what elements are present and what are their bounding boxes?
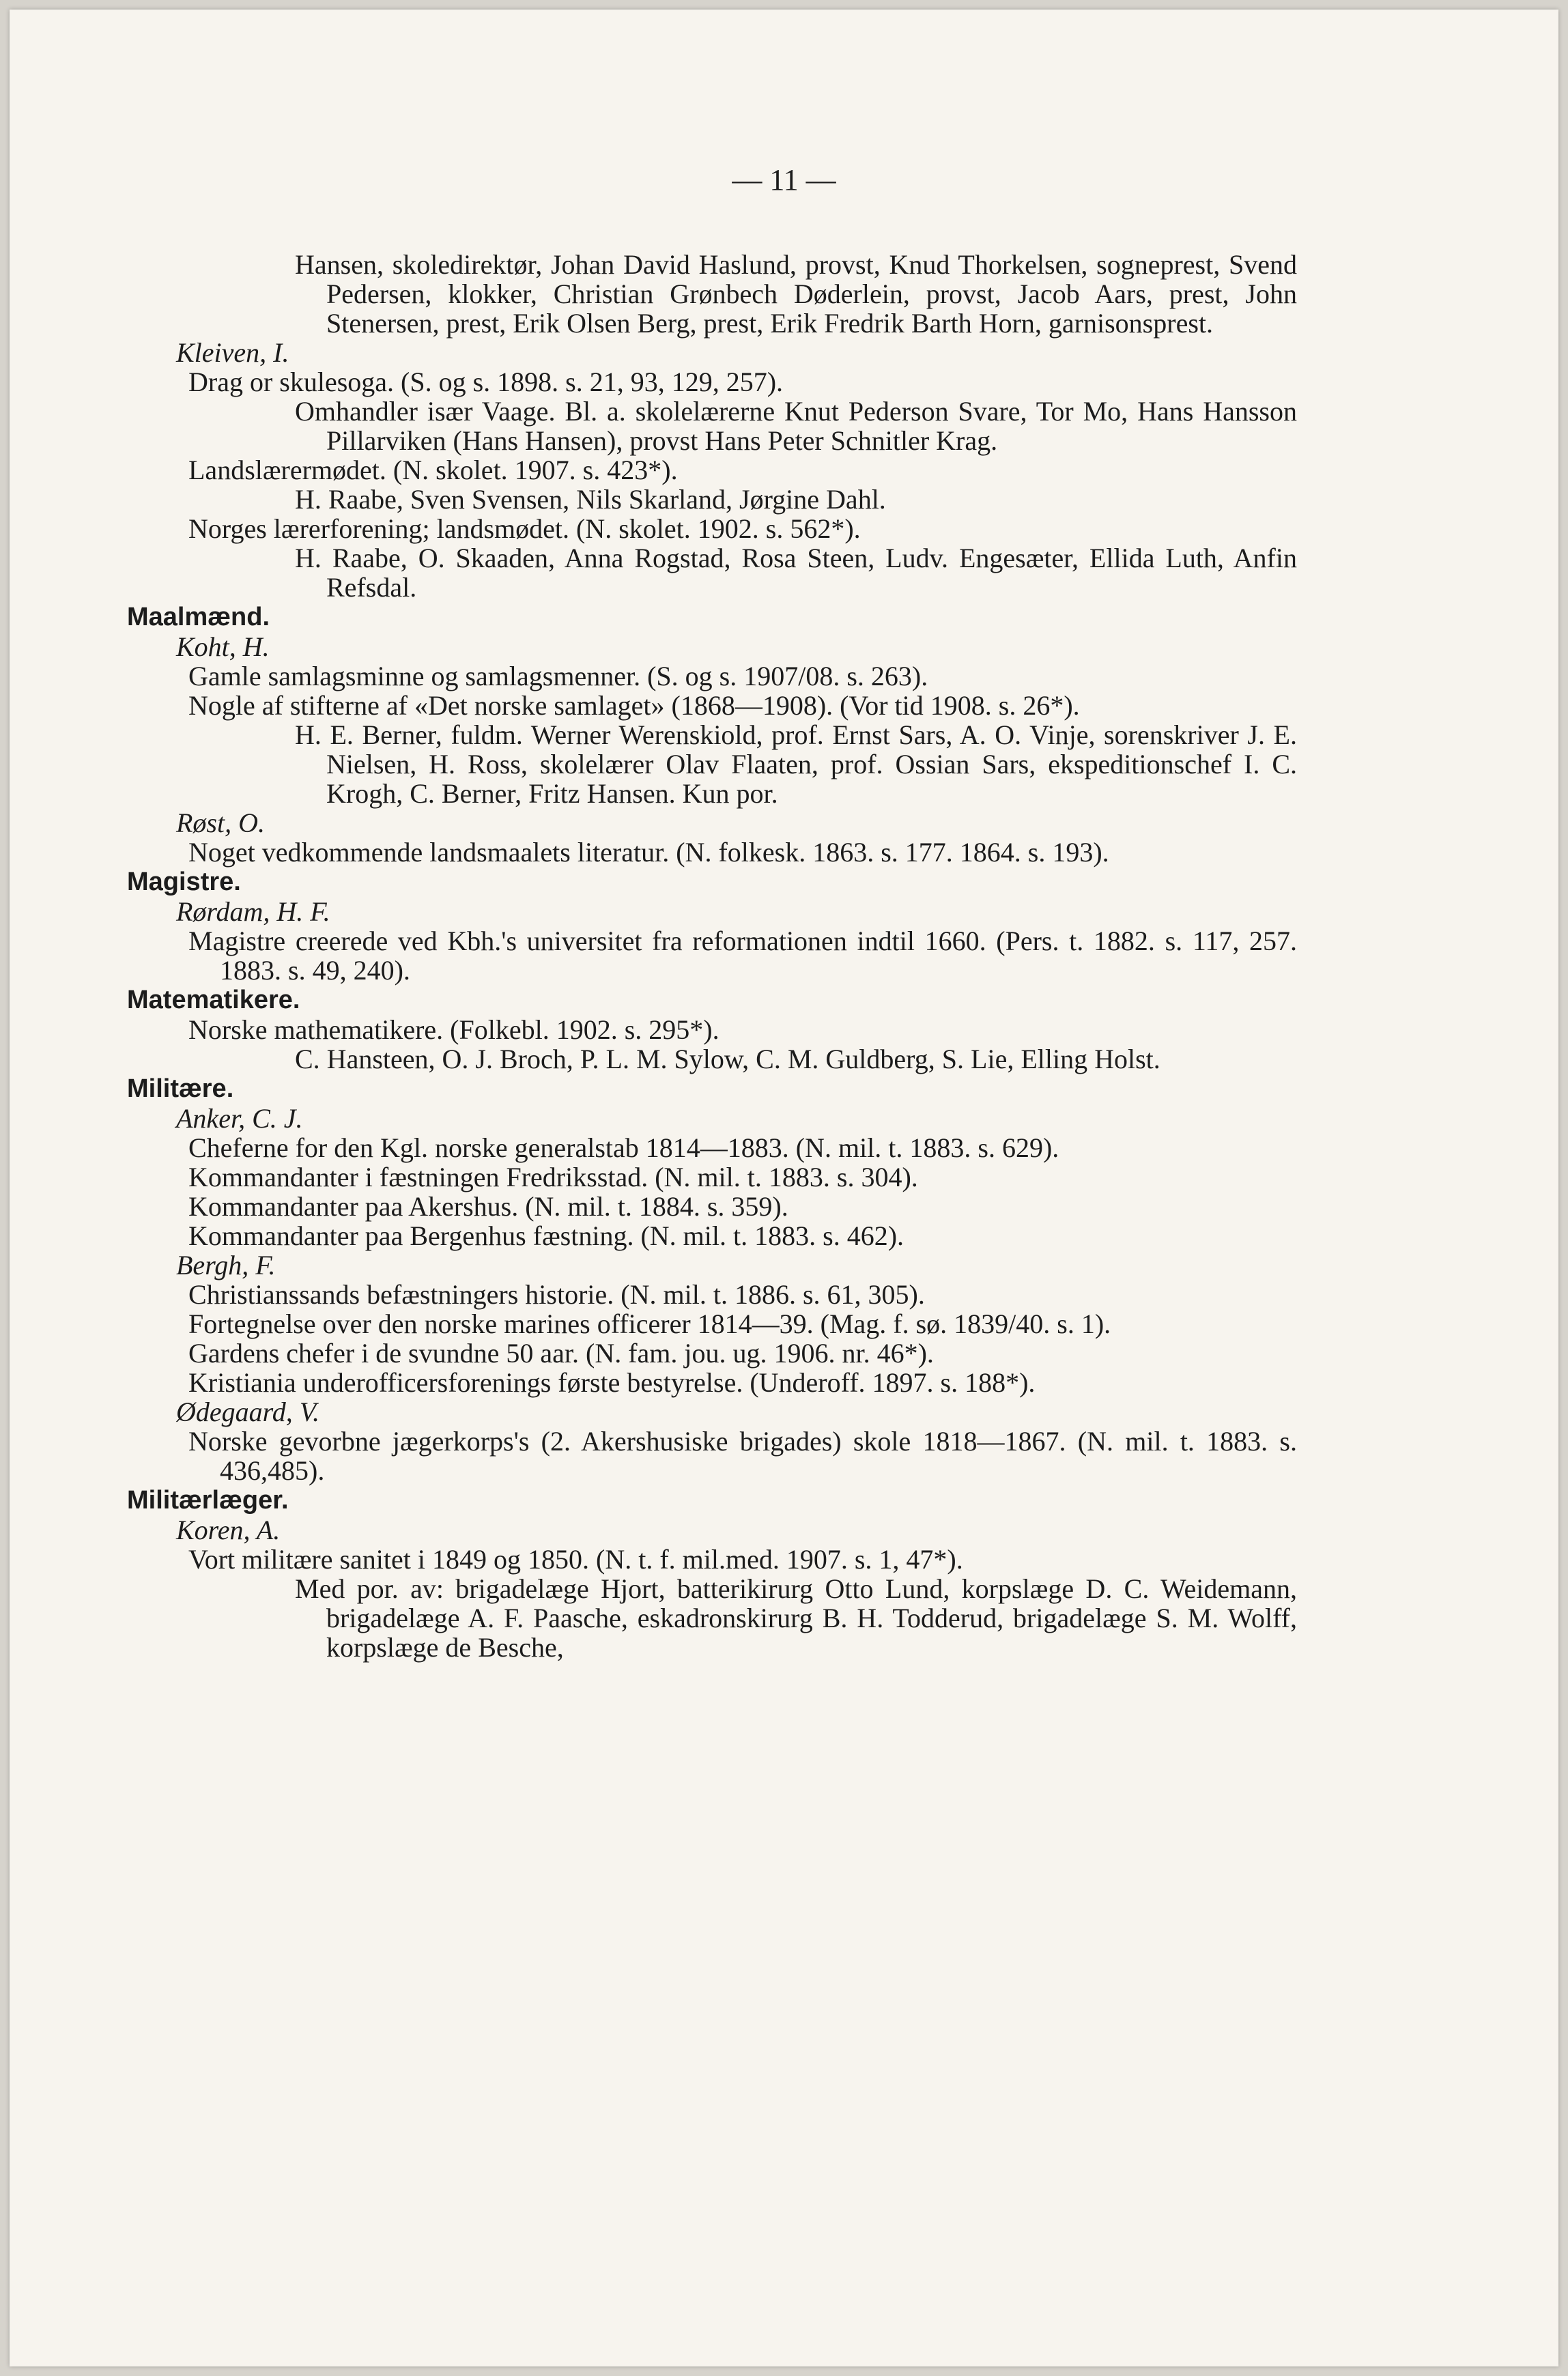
names-list: Omhandler især Vaage. Bl. a. skolelærerne Knut Pederson Svare, Tor Mo, Hans Hansson Pillarviken (Hans Hansen), provst Hans Peter Schnitler Krag.	[295, 396, 1297, 456]
bibliography-entry: Gamle samlagsminne og samlagsmenner. (S. og s. 1907/08. s. 263).	[188, 661, 928, 691]
author-name: Koht, H.	[176, 631, 270, 662]
bibliography-entry: Kommandanter paa Bergenhus fæstning. (N. mil. t. 1883. s. 462).	[188, 1220, 904, 1251]
bibliography-entry: Gardens chefer i de svundne 50 aar. (N. fam. jou. ug. 1906. nr. 46*).	[188, 1338, 934, 1369]
section-heading: Maalmænd.	[127, 603, 270, 631]
bibliography-entry: Kommandanter paa Akershus. (N. mil. t. 1884. s. 359).	[188, 1191, 788, 1222]
document-body	[0, 250, 1568, 1662]
page-number: — 11 —	[732, 163, 836, 197]
names-list: C. Hansteen, O. J. Broch, P. L. M. Sylow, C. M. Guldberg, S. Lie, Elling Holst.	[295, 1044, 1160, 1074]
bibliography-entry: Vort militære sanitet i 1849 og 1850. (N. t. f. mil.med. 1907. s. 1, 47*).	[188, 1544, 963, 1575]
author-name: Rørdam, H. F.	[176, 896, 330, 927]
bibliography-entry: Kommandanter i fæstningen Fredriksstad. (N. mil. t. 1883. s. 304).	[188, 1162, 918, 1192]
author-name: Bergh, F.	[176, 1250, 276, 1280]
bibliography-entry: Magistre creerede ved Kbh.'s universitet fra reformationen indtil 1660. (Pers. t. 1882. s. 117, 257. 1883. s. 49, 240).	[188, 926, 1297, 986]
bibliography-entry: Fortegnelse over den norske marines officerer 1814—39. (Mag. f. sø. 1839/40. s. 1).	[188, 1308, 1111, 1339]
names-list: H. Raabe, O. Skaaden, Anna Rogstad, Rosa Steen, Ludv. Engesæter, Ellida Luth, Anfin Refsdal.	[295, 543, 1297, 603]
author-name: Koren, A.	[176, 1515, 281, 1545]
bibliography-entry: Landslærermødet. (N. skolet. 1907. s. 423*).	[188, 455, 678, 485]
bibliography-entry: Nogle af stifterne af «Det norske samlaget» (1868—1908). (Vor tid 1908. s. 26*).	[188, 690, 1080, 721]
section-heading: Militære.	[127, 1074, 234, 1103]
bibliography-entry: Cheferne for den Kgl. norske generalstab 1814—1883. (N. mil. t. 1883. s. 629).	[188, 1132, 1059, 1163]
section-heading: Matematikere.	[127, 986, 300, 1014]
names-list: H. Raabe, Sven Svensen, Nils Skarland, Jørgine Dahl.	[295, 484, 886, 515]
bibliography-entry: Drag or skulesoga. (S. og s. 1898. s. 21, 93, 129, 257).	[188, 367, 784, 397]
author-name: Kleiven, I.	[176, 337, 289, 368]
names-list: Med por. av: brigadelæge Hjort, batterikirurg Otto Lund, korpslæge D. C. Weidemann, brigadelæge A. F. Paasche, eskadronskirurg B. H. Todderud, brigadelæge S. M. Wolff, korpslæge de Besche,	[295, 1573, 1297, 1663]
author-name: Ødegaard, V.	[176, 1397, 319, 1427]
bibliography-entry: Noget vedkommende landsmaalets literatur. (N. folkesk. 1863. s. 177. 1864. s. 193).	[188, 837, 1109, 868]
bibliography-entry: Kristiania underofficersforenings første bestyrelse. (Underoff. 1897. s. 188*).	[188, 1367, 1036, 1398]
bibliography-entry: Christianssands befæstningers historie. (N. mil. t. 1886. s. 61, 305).	[188, 1279, 925, 1310]
bibliography-entry: Norges lærerforening; landsmødet. (N. skolet. 1902. s. 562*).	[188, 513, 861, 544]
names-list: H. E. Berner, fuldm. Werner Werenskiold, prof. Ernst Sars, A. O. Vinje, sorenskriver J. E. Nielsen, H. Ross, skolelærer Olav Flaaten, prof. Ossian Sars, ekspeditionschef I. C. Krogh, C. Berner, Fritz Hansen. Kun por.	[295, 719, 1297, 809]
bibliography-entry: Norske mathematikere. (Folkebl. 1902. s. 295*).	[188, 1014, 719, 1045]
bibliography-entry: Norske gevorbne jægerkorps's (2. Akershusiske brigades) skole 1818—1867. (N. mil. t. 1883. s. 436,485).	[188, 1426, 1297, 1486]
names-list: Hansen, skoledirektør, Johan David Haslund, provst, Knud Thorkelsen, sogneprest, Svend Pedersen, klokker, Christian Grønbech Døderlein, provst, Jacob Aars, prest, John Stenersen, prest, Erik Olsen Berg, prest, Erik Fredrik Barth Horn, garnisonsprest.	[295, 249, 1297, 339]
section-heading: Magistre.	[127, 868, 241, 896]
author-name: Anker, C. J.	[176, 1103, 303, 1134]
author-name: Røst, O.	[176, 807, 265, 838]
section-heading: Militærlæger.	[127, 1486, 289, 1515]
